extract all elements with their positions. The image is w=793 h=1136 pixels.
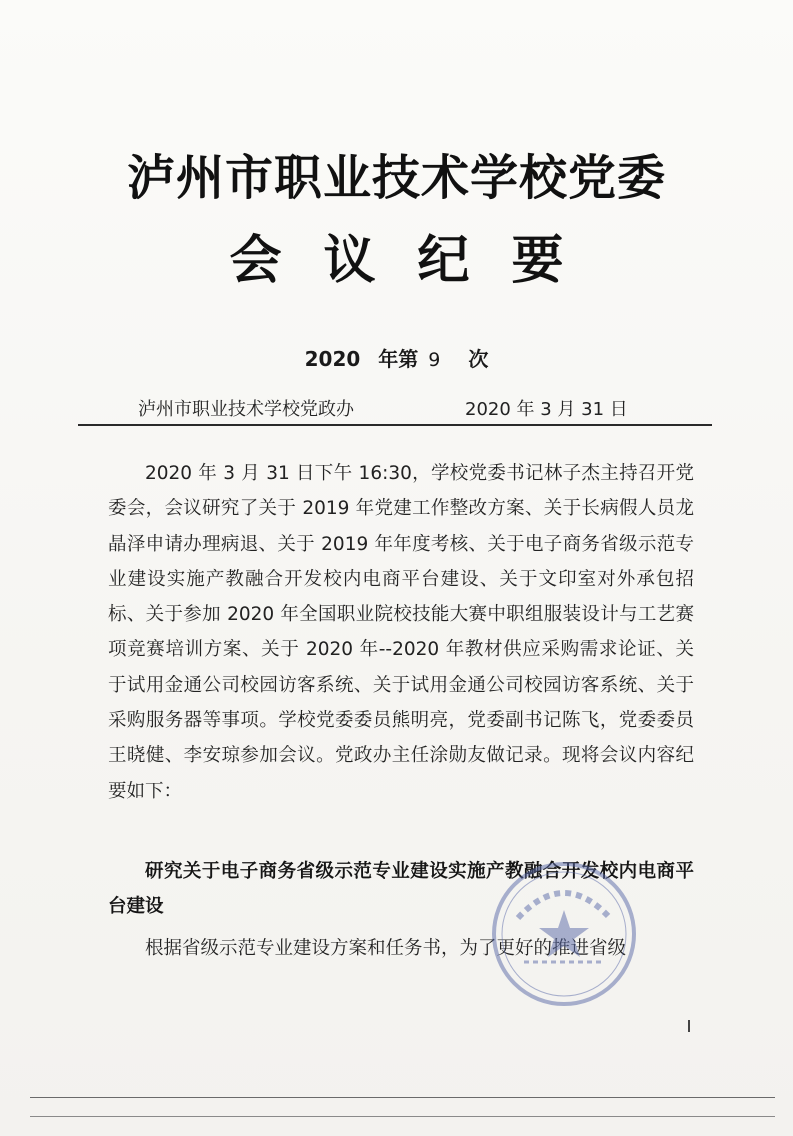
issue-number	[0, 343, 793, 372]
doc-type-title: 会议纪要	[229, 230, 606, 291]
org-title: 泸州市职业技术学校党委	[126, 150, 666, 206]
body-paragraph-1	[108, 456, 694, 809]
header-divider	[78, 424, 712, 426]
official-seal-icon	[488, 858, 640, 1010]
section-heading: 研究关于电子商务省级示范专业建设实施产教融合开发校内电商平台建设	[108, 861, 694, 917]
issue-num: 9	[428, 349, 441, 371]
issue-year-label: 年第	[378, 347, 419, 371]
issue-suffix: 次	[468, 347, 489, 371]
footer-line-2	[30, 1116, 775, 1117]
issue-date: 2020 年 3 月 31 日	[465, 399, 628, 420]
issuer-name: 泸州市职业技术学校党政办	[138, 399, 354, 420]
footer-line-1	[30, 1097, 775, 1098]
body-paragraph-2: 根据省级示范专业建设方案和任务书，为了更好的推进省级	[145, 938, 627, 959]
paragraph-text: 2020 年 3 月 31 日下午 16:30，学校党委书记林子杰主持召开党委会，会议研究了关于 2019 年党建工作整改方案、关于长病假人员龙晶泽申请办理病退、关于 2019 年年度考核、关于电子商务省级示范专业建设实施产教融合开发校内电商平台建设、关于文印室对外承包招标、关于参加 2020 年全国职业院校技能大赛中职组服装设计与工艺赛项竞赛培训方案、关于 2020 年--2020 年教材供应采购需求论证、关于试用金通公司校园访客系统、关于试用金通公司校园访客系统、关于采购服务器等事项。学校党委委员熊明亮，党委副书记陈飞，党委委员王晓健、李安琼参加会议。党政办主任涂勋友做记录。现将会议内容纪要如下：	[108, 463, 694, 802]
scan-mark	[688, 1020, 690, 1032]
issue-year: 2020	[304, 347, 361, 371]
